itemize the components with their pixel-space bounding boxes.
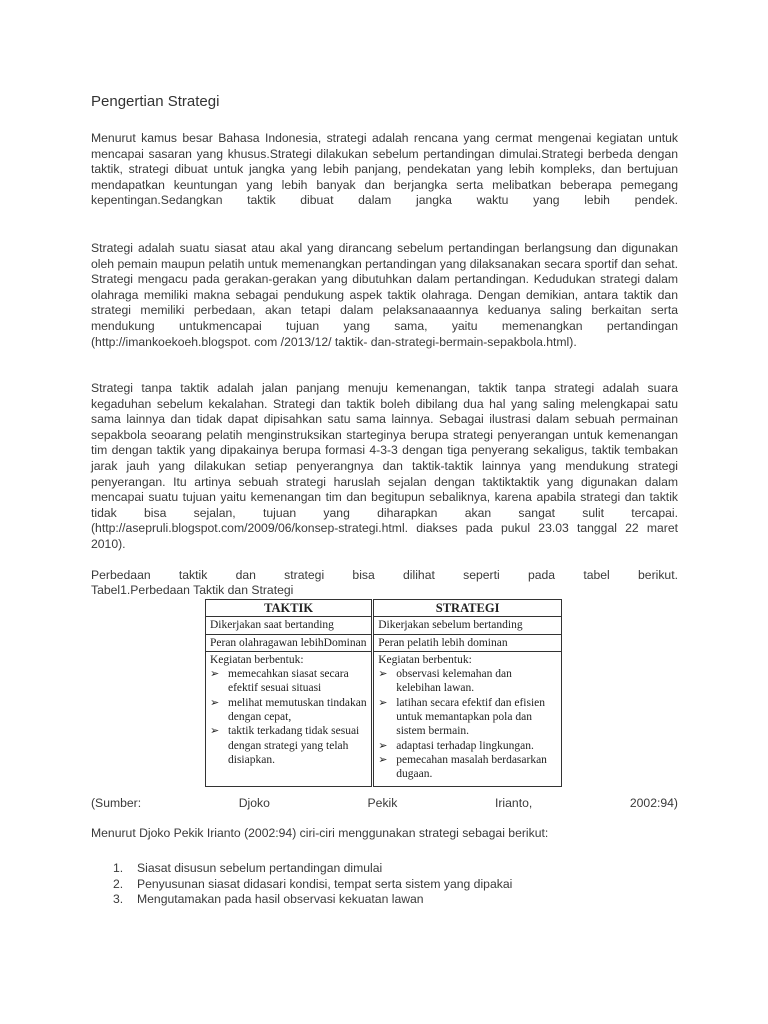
list-text: Mengutamakan pada hasil observasi kekuatan lawan (137, 892, 424, 907)
list-item (91, 892, 512, 908)
comparison-table (205, 599, 562, 787)
source-open: (Sumber: (91, 796, 142, 810)
list-item: ➢ latihan secara efektif dan efisien untuk memantapkan pola dan sistem bermain. (378, 696, 557, 739)
strategi-activities-cell (373, 651, 562, 786)
table-row-activities (206, 651, 562, 786)
list-item (91, 877, 512, 893)
source-citation (91, 796, 678, 812)
source-year: 2002:94) (629, 796, 678, 810)
list-number: 1. (113, 861, 124, 875)
list-number: 2. (113, 876, 124, 891)
header-strategi: STRATEGI (373, 600, 562, 617)
list-intro: Menurut Djoko Pekik Irianto (2002:94) ciri-ciri menggunakan strategi sebagai berikut: (91, 826, 549, 840)
list-item: ➢ memecahkan siasat secara efektif sesuai situasi (210, 667, 367, 696)
source-middle: Pekik (367, 796, 398, 810)
characteristics-list (91, 861, 512, 908)
list-text: Siasat disusun sebelum pertandingan dimulai (137, 861, 383, 875)
table-cell: Dikerjakan saat bertanding (206, 617, 373, 634)
table-cell: Dikerjakan sebelum bertanding (373, 617, 562, 634)
source-last: Irianto, (494, 796, 533, 810)
table-row (206, 634, 562, 651)
table-caption: Tabel1.Perbedaan Taktik dan Strategi (91, 583, 294, 597)
list-item: ➢ taktik terkadang tidak sesuai dengan strategi yang telah disiapkan. (210, 724, 367, 767)
table-cell: Peran pelatih lebih dominan (373, 634, 562, 651)
taktik-activities-list (210, 667, 367, 767)
page-title: Pengertian Strategi (91, 93, 220, 110)
list-item: ➢ melihat memutuskan tindakan dengan cepat, (210, 696, 367, 725)
list-item: ➢ adaptasi terhadap lingkungan. (378, 739, 557, 753)
table-row (206, 617, 562, 634)
activities-label: Kegiatan berbentuk: (378, 653, 472, 666)
list-item: ➢ observasi kelemahan dan kelebihan lawan. (378, 667, 557, 696)
paragraph-strategy-meaning: Strategi adalah suatu siasat atau akal yang dirancang sebelum pertandingan berlangsung dan digunakan oleh pemain maupun pelatih untuk memenangkan pertandingan yang dilaksanakan secara sportif dan sehat. Strategi mengacu pada gerakan-gerakan yang dibutuhkan dalam pertandingan. Kedudukan strategi dalam olahraga memiliki makna sebagai pendukung aspek taktik olahraga. Dengan demikian, antara taktik dan strategi memiliki perbedaan, akan tetapi dalam pelaksanaaannya keduanya saling berkaitan serta mendukung untukmencapai tujuan yang sama, yaitu memenangkan pertandingan (http://imankoekoeh.blogspot. com /2013/12/ taktik- dan-strategi-bermain-sepakbola.html). (91, 241, 678, 349)
table-cell: Peran olahragawan lebihDominan (206, 634, 373, 651)
paragraph-table-intro: Perbedaan taktik dan strategi bisa dilihat seperti pada tabel berikut. (91, 568, 678, 582)
list-text: Penyusunan siasat didasari kondisi, tempat serta sistem yang dipakai (137, 876, 513, 891)
list-item: ➢ pemecahan masalah berdasarkan dugaan. (378, 753, 557, 782)
paragraph-definition: Menurut kamus besar Bahasa Indonesia, strategi adalah rencana yang cermat mengenai kegiatan untuk mencapai sasaran yang khusus.Strategi dilakukan sebelum pertandingan dimulai.Strategi berbeda dengan taktik, strategi dibuat untuk jangka yang lebih panjang, pendekatan yang lebih kompleks, dan bertujuan mendapatkan keuntungan yang lebih banyak dan berjangka serta melibatkan beberapa pemegang kepentingan.Sedangkan taktik dibuat dalam jangka waktu yang lebih pendek. (91, 131, 678, 208)
taktik-activities-cell (206, 651, 373, 786)
header-taktik: TAKTIK (206, 600, 373, 617)
strategi-activities-list (378, 667, 557, 781)
activities-label: Kegiatan berbentuk: (210, 653, 304, 666)
source-first: Djoko (238, 796, 270, 810)
list-number: 3. (113, 892, 124, 907)
list-item (91, 861, 512, 877)
table-header-row (206, 600, 562, 617)
paragraph-strategy-tactic: Strategi tanpa taktik adalah jalan panjang menuju kemenangan, taktik tanpa strategi adalah suara kegaduhan sebelum kekalahan. Strategi dan taktik boleh dibilang dua hal yang saling melengkapai satu sama lainnya dan tidak dapat dipisahkan satu sama lainnya. Sebagai ilustrasi dalam sebuah permainan sepakbola seoarang pelatih menginstruksikan starteginya berupa strategi penyerangan untuk kemenangan tim dengan taktik yang dipakainya berupa formasi 4-3-3 dengan tiga penyerang sekaligus, taktik tembakan jarak jauh yang dilakukan setiap penyerangnya dan taktik-taktik lainnya yang mendukung strategi penyerangan. Itu artinya sebuah strategi haruslah sejalan dengan taktiktaktik yang digunakan dalam mencapai suatu tujuan yaitu kemenangan tim dan begitupun sebaliknya, karena apabila strategi dan taktik tidak bisa sejalan, tujuan yang diharapkan akan sangat sulit tercapai. (http://asepruli.blogspot.com/2009/06/konsep-strategi.html. diakses pada pukul 23.03 tanggal 22 maret 2010). (91, 381, 678, 551)
